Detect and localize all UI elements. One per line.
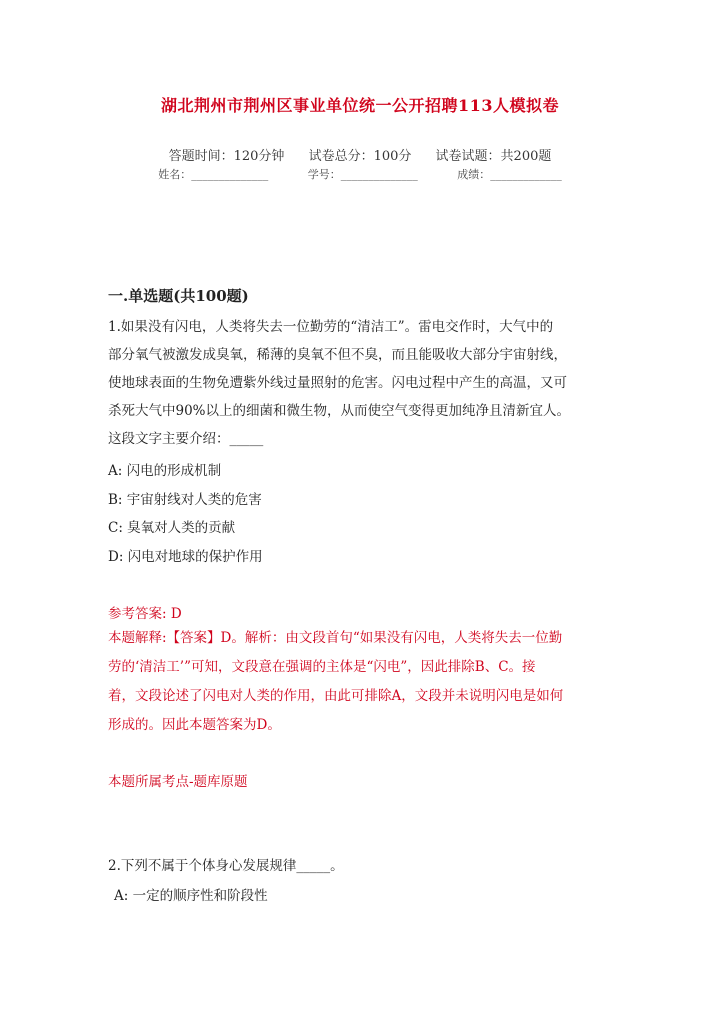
question-2-text: 2.下列不属于个体身心发展规律_____。 — [108, 858, 344, 874]
document-title: 湖北荆州市荆州区事业单位统一公开招聘113人模拟卷 — [161, 96, 559, 115]
section-heading: 一.单选题(共100题) — [108, 287, 249, 305]
question-1-answer: 参考答案: D — [108, 606, 182, 622]
question-1-text — [108, 313, 613, 453]
question-line: 使地球表面的生物免遭紫外线过量照射的危害。闪电过程中产生的高温，又可 — [108, 375, 567, 391]
explanation-line: 着，文段论述了闪电对人类的作用，由此可排除A，文段并未说明闪电是如何 — [108, 688, 564, 704]
question-1-option-d: D: 闪电对地球的保护作用 — [108, 549, 263, 565]
question-1-option-a: A: 闪电的形成机制 — [108, 463, 222, 479]
question-line: 杀死大气中90%以上的细菌和微生物，从而使空气变得更加纯净且清新宜人。 — [108, 403, 571, 419]
explanation-line: 形成的。因此本题答案为D。 — [108, 717, 281, 733]
explanation-line: 劳的‘清洁工’”可知，文段意在强调的主体是“闪电”，因此排除B、C。接 — [108, 659, 536, 675]
explanation-line: 本题解释:【答案】D。解析：由文段首句“如果没有闪电，人类将失去一位勤 — [108, 630, 563, 646]
student-fields — [0, 166, 720, 182]
exam-question-count: 试卷试题：共200题 — [435, 149, 552, 164]
exam-meta — [0, 145, 720, 164]
question-1-option-b: B: 宇宙射线对人类的危害 — [108, 492, 262, 508]
question-line: 1.如果没有闪电，人类将失去一位勤劳的“清洁工”。雷电交作时，大气中的 — [108, 319, 554, 335]
question-line: 这段文字主要介绍：_____ — [108, 431, 264, 447]
question-1-explanation — [108, 624, 613, 740]
name-field: 姓名：______________ — [158, 168, 269, 181]
exam-time: 答题时间：120分钟 — [168, 149, 285, 164]
question-1-option-c: C: 臭氧对人类的贡献 — [108, 520, 236, 536]
exam-total-score: 试卷总分：100分 — [308, 149, 412, 164]
student-id-field: 学号：______________ — [307, 168, 418, 181]
score-field: 成绩：_____________ — [457, 168, 562, 181]
question-1-category: 本题所属考点-题库原题 — [108, 774, 248, 790]
question-2-option-a: A: 一定的顺序性和阶段性 — [114, 888, 268, 904]
question-line: 部分氧气被激发成臭氧，稀薄的臭氧不但不臭，而且能吸收大部分宇宙射线， — [108, 347, 567, 363]
